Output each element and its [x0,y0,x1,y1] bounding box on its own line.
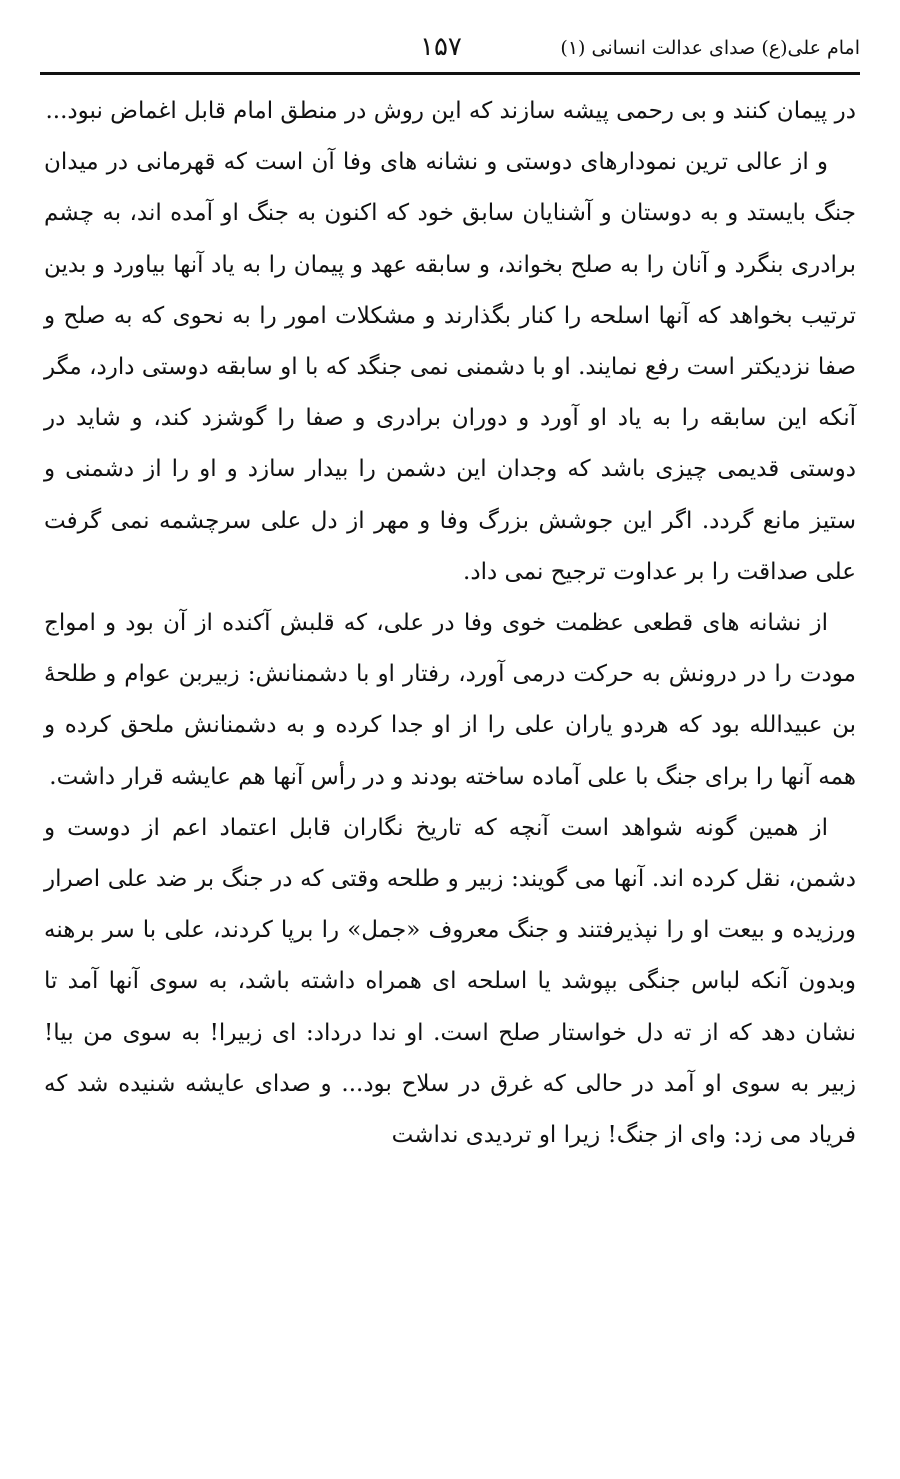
paragraph-continuation: در پیمان کنند و بی رحمی پیشه سازند که این روش در منطق امام قابل اغماض نبود... [45,98,856,124]
running-head: امام علی(ع) صدای عدالت انسانی (۱) [560,37,860,59]
paragraph: و از عالی ترین نمودارهای دوستی و نشانه های وفا آن است که قهرمانی در میدان جنگ بایستد و به دوستان و آشنایان سابق خود که اکنون به جنگ او آمده اند، به چشم برادری بنگرد و آنان را به صلح بخواند، و سابقه عهد و پیمان را به یاد آنها بیاورد و بدین ترتیب بخواهد که آنها اسلحه را کنار بگذارند و مشکلات امور را به نحوی که به صلح و صفا نزدیکتر است رفع نمایند. او با دشمنی نمی جنگد که با او سابقه دوستی دارد، مگر آنکه این سابقه را به یاد او آورد و دوران برادری و صفا را گوشزد کند، و شاید در دوستی قدیمی چیزی باشد که وجدان این دشمن را بیدار سازد و او را از دشمنی و ستیز مانع گردد. اگر این جوشش بزرگ وفا و مهر از دل علی سرچشمه نمی گرفت علی صداقت را بر عداوت ترجیح نمی داد. [44,149,856,585]
page-header [40,28,860,75]
page-number: ۱۵۷ [420,32,462,62]
body-text [44,86,856,1161]
paragraph: از همین گونه شواهد است آنچه که تاریخ نگاران قابل اعتماد اعم از دوست و دشمن، نقل کرده اند. آنها می گویند: زبیر و طلحه وقتی که در جنگ بر ضد علی اصرار ورزیده و بیعت او را نپذیرفتند و جنگ معروف «جمل» را برپا کردند، علی با سر برهنه وبدون آنکه لباس جنگی بپوشد یا اسلحه ای همراه داشته باشد، به سوی آنها آمد تا نشان دهد که از ته دل خواستار صلح است. او ندا درداد: ای زبیرا! به سوی من بیا! زبیر به سوی او آمد در حالی که غرق در سلاح بود... و صدای عایشه شنیده شد که فریاد می زد: وای از جنگ! زیرا او تردیدی نداشت [44,814,856,1149]
paragraph: از نشانه های قطعی عظمت خوی وفا در علی، که قلبش آکنده از آن بود و امواج مودت را در درونش به حرکت درمی آورد، رفتار او با دشمنانش: زبیربن عوام و طلحۀ بن عبیدالله بود که هردو یاران علی را از او جدا کرده و به دشمنانش ملحق کرده و همه آنها را برای جنگ با علی آماده ساخته بودند و در رأس آنها هم عایشه قرار داشت. [44,610,856,790]
